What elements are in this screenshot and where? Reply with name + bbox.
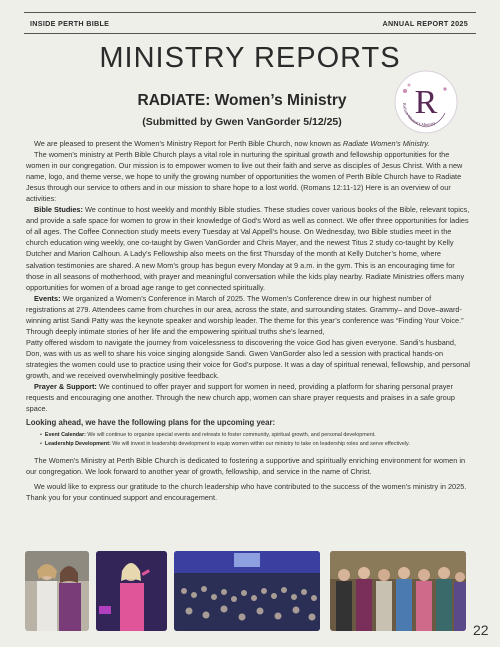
- radiate-logo: [393, 69, 459, 135]
- page-title: MINISTRY REPORTS: [99, 42, 401, 74]
- plan-item: • Leadership Development: We will invest in leadership development to equip women within our ministry to take on leadership roles and serve effectively.: [40, 440, 472, 449]
- events-paragraph: Events: We organized a Women’s Conference in March of 2025. The Women’s Conference drew in our highest number of registrations at 279. Attendees came from churches in our area, across the state, and surrounding states. Grammy– and Dove–award-winning artist Sandi Patty was the keynote speaker and worship leader. The theme for this year’s conference was “Finding Your Voice.” Through deeply intimate stories of her life and the empowering spiritual truths she’s learned,: [26, 293, 464, 336]
- plan-item: • Event Calendar: We will continue to organize special events and retreats to foster community, spiritual growth, and personal development.: [40, 431, 472, 440]
- logo-letter: R: [414, 84, 438, 121]
- section-heading: RADIATE: Women’s Ministry: [137, 92, 347, 109]
- intro-paragraph-1: We are pleased to present the Women's Ministry Report for Perth Bible Church, now known as Radiate Women’s Ministry.: [34, 139, 430, 148]
- photo-conference-crowd: [174, 551, 320, 631]
- report-body: [26, 138, 472, 503]
- photo-two-women: [25, 551, 89, 631]
- intro-paragraph-2: The women's ministry at Perth Bible Church plays a vital role in nurturing the spiritual growth and fellowship opportunities for the women in our congregation. Our mission is to empower women to live out their faith and serve as disciples of Jesus Christ. With a new name, logo, and theme verse, we hope to unify the growing number of opportunities the women of Perth Bible Church have to Radiate Jesus through our service to others and in our mission to share hope to a lost world. (Romans 12:11-12) Here is an overview of our activities:: [26, 150, 463, 204]
- closing-paragraph-2: We would like to express our gratitude to the church leadership who have contributed to the success of the women's ministry in 2025. Thank you for your continued support and encouragement.: [26, 481, 467, 502]
- header-rule: [24, 33, 476, 34]
- plans-list: [26, 431, 472, 448]
- photo-group-of-women: [330, 551, 466, 631]
- closing-paragraph-1: The Women's Ministry at Perth Bible Church is dedicated to fostering a supportive and spiritually enriching environment for women in our congregation. We look forward to another year of growth, fellowship, and service in the name of Christ.: [26, 456, 466, 477]
- events-continuation: Patty offered wisdom to navigate the journey from voicelessness to discovering the voice God has given everyone. Sandi’s husband, Don, was with us as well to share his voice singing alongside Sandi. Gwen VanGorder also led a session with practical hands-on strategies the women could use to practice using their voice for God’s purpose. It was a day of spiritual renewal, fellowship, and personal growth, and we received overwhelmingly positive feedback.: [26, 337, 470, 380]
- byline: (Submitted by Gwen VanGorder 5/12/25): [142, 116, 342, 128]
- top-rule: [24, 12, 476, 13]
- header-left: INSIDE PERTH BIBLE: [30, 19, 110, 28]
- logo-ring-text: Radiate Women's Ministry: [401, 102, 437, 128]
- page-number: 22: [473, 622, 489, 638]
- looking-ahead-heading: Looking ahead, we have the following plans for the upcoming year:: [26, 418, 276, 428]
- photo-speaker-on-stage: [96, 551, 167, 631]
- header-right: ANNUAL REPORT 2025: [382, 19, 468, 28]
- prayer-paragraph: Prayer & Support: We continued to offer prayer and support for women in need, providing a platform for sharing personal prayer requests and encouraging one another. Through the new church app, women can share prayer requests and praises in a safe group space.: [26, 382, 455, 414]
- bible-studies-paragraph: Bible Studies: We continue to host weekly and monthly Bible studies. These studies cover various books of the Bible, relevant topics, and provide a safe space for women to grow in their knowledge of God's Word as well as connect. We offer three opportunities for ladies of all ages. The Coffee Connection study meets every Tuesday at Val Appell’s house. On Wednesday, two Bible studies meet in the church education wing weekly, one co-taught by Gwen VanGorder and Chris Mayer, and the newest Titus 2 study co-taught by Kelly Dutcher and Marion Calhoun. A Lady’s Fellowship also meets on the first Thursday of the month at Kelly Dutcher’s home, where salvation testimonies are shared. A new Mom’s group has begun every Monday at 9 a.m. in the gym. This is an encouraging time for those in all seasons of motherhood, with prayer and meaningful conversation while the kids play nearby. Radiate Ministries offers many opportunities for women of a broad age range to get connected spiritually.: [26, 205, 470, 292]
